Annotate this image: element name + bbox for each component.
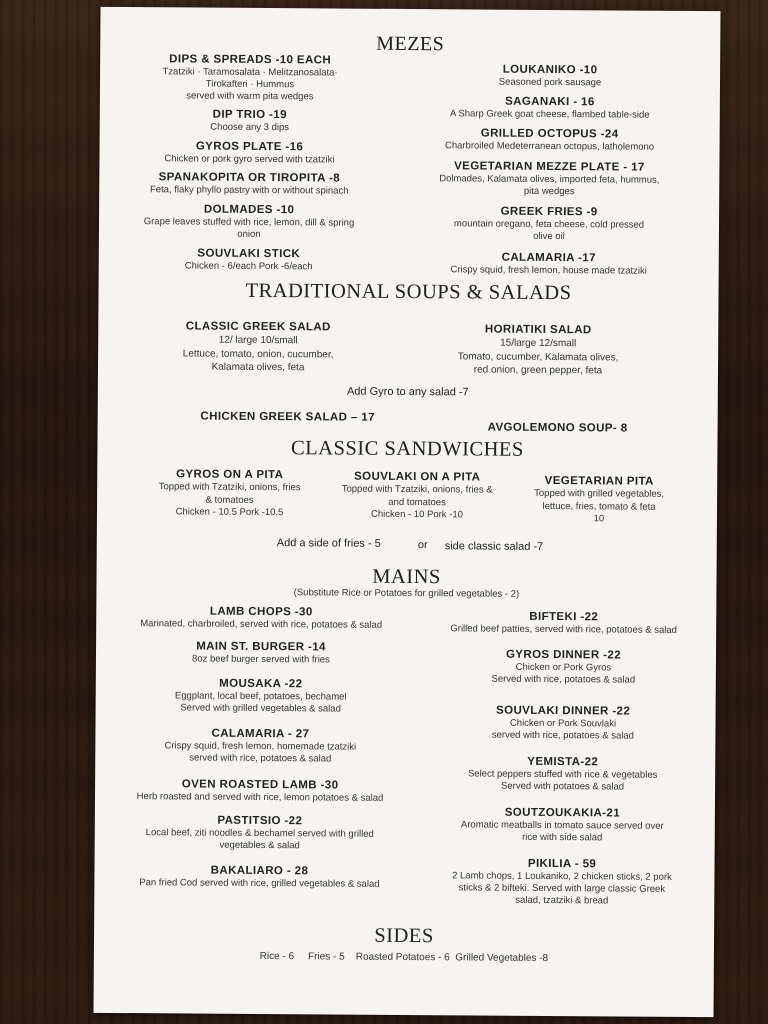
section-title-soups-salads: TRADITIONAL SOUPS & SALADS [245,279,572,305]
menu-item [137,467,322,520]
item-desc: Tomato, cucumber, Kalamata olives, [457,350,619,363]
item-desc: sticks & 2 bifteki. Served with large classic Greek [458,882,666,895]
item-desc: rice with side salad [522,831,603,844]
section-title-mezes: MEZES [376,32,445,56]
item-name: SOUTZOUKAKIA-21 [504,806,621,820]
item-name: SOUVLAKI DINNER -22 [496,704,631,718]
item-desc: Charbroiled Medeterranean octopus, latholemono [444,140,655,153]
item-desc: Aromatic meatballs in tomato sauce served over [460,819,664,832]
item-desc: lettuce, fries, tomato & feta [542,500,656,513]
item-desc: olive oil [533,230,565,243]
item-desc: 15/large 12/small [500,337,577,350]
item-desc: Served with rice, potatoes & salad [491,673,636,686]
item-desc: Pan fried Cod served with rice, grilled vegetables & salad [139,877,380,890]
item-desc: Topped with grilled vegetables, [534,487,665,500]
menu-item [399,250,699,278]
item-desc: served with warm pita wedges [186,90,314,103]
item-name: DOLMADES -10 [203,203,295,217]
avgolemono-soup: AVGOLEMONO SOUP- 8 [487,421,628,435]
item-name: GYROS PLATE -16 [195,140,304,154]
item-name: PASTITSIO -22 [217,814,303,828]
item-name: SAGANAKI - 16 [505,95,595,109]
item-desc: Select peppers stuffed with rice & vegetables [467,768,658,781]
item-name: DIP TRIO -19 [212,108,287,122]
menu-item [105,726,415,766]
section-title-mains: MAINS [372,565,441,589]
item-desc: A Sharp Greek goat cheese, flambed table-side [449,108,650,121]
item-name: DIPS & SPREADS -10 EACH [169,53,332,67]
item-desc: 2 Lamb chops, 1 Loukaniko, 2 chicken sticks, 2 pork [452,870,672,883]
menu-item [128,319,388,375]
item-desc: Crispy squid, fresh lemon, house made tzatziki [450,264,647,277]
item-desc: Topped with Tzatziki, onions, fries [158,481,301,494]
menu-item [106,604,416,632]
chicken-greek-salad: CHICKEN GREEK SALAD – 17 [200,410,375,424]
menu-item [400,94,700,122]
menu-item [106,639,416,667]
menu-item [400,126,700,154]
section-title-sandwiches: CLASSIC SANDWICHES [290,437,524,461]
item-name: MOUSAKA -22 [219,677,303,691]
item-desc: Chicken - 10.5 Pork -10.5 [175,506,284,519]
menu-item [420,805,705,845]
menu-item [419,856,704,908]
item-desc: 10 [593,513,605,525]
menu-item [109,246,389,274]
menu-item [400,62,700,90]
item-desc: Eggplant, local beef, potatoes, bechamel [174,690,347,703]
item-desc: Chicken - 6/each Pork -6/each [184,260,313,273]
item-desc: Served with potatoes & salad [501,780,625,793]
menu-item [509,474,689,527]
item-desc: 8oz beef burger served with fries [192,653,330,666]
item-desc: Dolmades, Kalamata olives, imported feta, hummus, [439,173,660,186]
item-desc: onion [237,228,261,240]
item-desc: Tzatziki · Taramosalata · Melitzanosalata· [162,66,338,79]
item-name: YEMISTA-22 [527,755,599,769]
item-desc: and tomatoes [388,496,446,508]
menu-item [421,609,706,637]
item-desc: Local beef, ziti noodles & bechamel served with grilled [145,827,374,840]
item-desc: vegetables & salad [219,839,300,852]
item-desc: & tomatoes [205,494,254,506]
menu-item [399,204,699,244]
menu-item [109,170,389,198]
item-name: BAKALIARO - 28 [210,864,309,878]
item-desc: Topped with Tzatziki, onions, fries & [341,483,493,496]
menu-item [109,139,389,167]
menu-item [420,754,705,794]
item-desc: salad, tzatziki & bread [515,894,609,907]
section-title-sides: SIDES [374,924,434,948]
menu-paper [93,7,720,1017]
item-name: OVEN ROASTED LAMB -30 [181,778,339,792]
item-name: BIFTEKI -22 [529,610,599,624]
item-desc: Tirokafteri · Hummus [205,78,295,91]
side-salad-note: side classic salad -7 [444,540,544,553]
menu-item [105,777,415,805]
item-desc: served with rice, potatoes & salad [491,729,634,742]
item-name: VEGETARIAN PITA [544,474,654,488]
item-name: CALAMARIA - 27 [211,727,310,741]
item-desc: Seasoned pork sausage [498,76,602,89]
menu-item [110,52,390,104]
item-desc: Grilled beef patties, served with rice, potatoes & salad [450,623,677,636]
item-desc: Grape leaves stuffed with rice, lemon, dill & spring [143,216,355,229]
item-desc: Chicken or Pork Souvlaki [509,717,617,730]
item-name: MAIN ST. BURGER -14 [196,640,326,654]
menu-item [421,647,706,687]
menu-item [105,813,415,853]
item-desc: served with rice, potatoes & salad [189,752,332,765]
item-desc: Lettuce, tomato, onion, cucumber, [182,347,334,360]
item-name: GRILLED OCTOPUS -24 [480,127,619,141]
item-desc: pita wedges [523,185,575,198]
item-desc: Crispy squid, fresh lemon, homemade tzatziki [164,740,357,753]
menu-item [104,863,414,891]
menu-item [109,202,389,242]
item-desc: Chicken or pork gyro served with tzatziki [164,153,335,166]
item-name: CLASSIC GREEK SALAD [185,320,331,334]
sides-line: Rice - 6 Fries - 5 Roasted Potatoes - 6 Grilled Vegetables -8 [259,950,549,964]
menu-item [110,107,390,135]
item-name: SOUVLAKI ON A PITA [354,470,481,484]
item-desc: Kalamata olives, feta [211,361,305,374]
menu-item [106,676,416,716]
item-desc: Feta, flaky phyllo pastry with or without spinach [149,184,349,197]
item-desc: Chicken or Pork Gyros [515,661,612,674]
or-text: or [417,539,428,552]
menu-item [322,469,512,522]
item-name: SOUVLAKI STICK [197,247,301,261]
item-desc: Herb roasted and served with rice, lemon potatoes & salad [136,791,384,804]
item-name: LAMB CHOPS -30 [209,605,313,619]
menu-item [399,159,699,199]
add-gyro-note: Add Gyro to any salad -7 [346,385,469,399]
item-desc: 12/ large 10/small [218,334,298,347]
item-name: LOUKANIKO -10 [502,63,598,77]
item-desc: mountain oregano, feta cheese, cold pressed [453,218,645,231]
item-name: VEGETARIAN MEZZE PLATE - 17 [454,160,645,174]
item-desc: red onion, green pepper, feta [473,364,603,377]
item-name: GYROS DINNER -22 [505,648,622,662]
item-desc: Marinated, charbroiled, served with rice, potatoes & salad [140,618,383,631]
item-desc: Choose any 3 dips [210,121,290,134]
item-name: HORIATIKI SALAD [484,323,592,337]
menu-item [420,703,705,743]
mains-subtitle: (Substitute Rice or Potatoes for grilled vegetables - 2) [293,587,520,600]
item-desc: Served with grilled vegetables & salad [180,702,341,715]
item-name: PIKILIA - 59 [527,857,597,871]
item-name: GREEK FRIES -9 [500,205,598,219]
menu-item [408,322,668,378]
item-name: GYROS ON A PITA [176,468,284,482]
side-fries-note: Add a side of fries - 5 [276,537,381,550]
item-name: CALAMARIA -17 [501,251,596,265]
item-desc: Chicken - 10 Pork -10 [371,508,463,521]
item-name: SPANAKOPITA OR TIROPITA -8 [158,171,341,185]
